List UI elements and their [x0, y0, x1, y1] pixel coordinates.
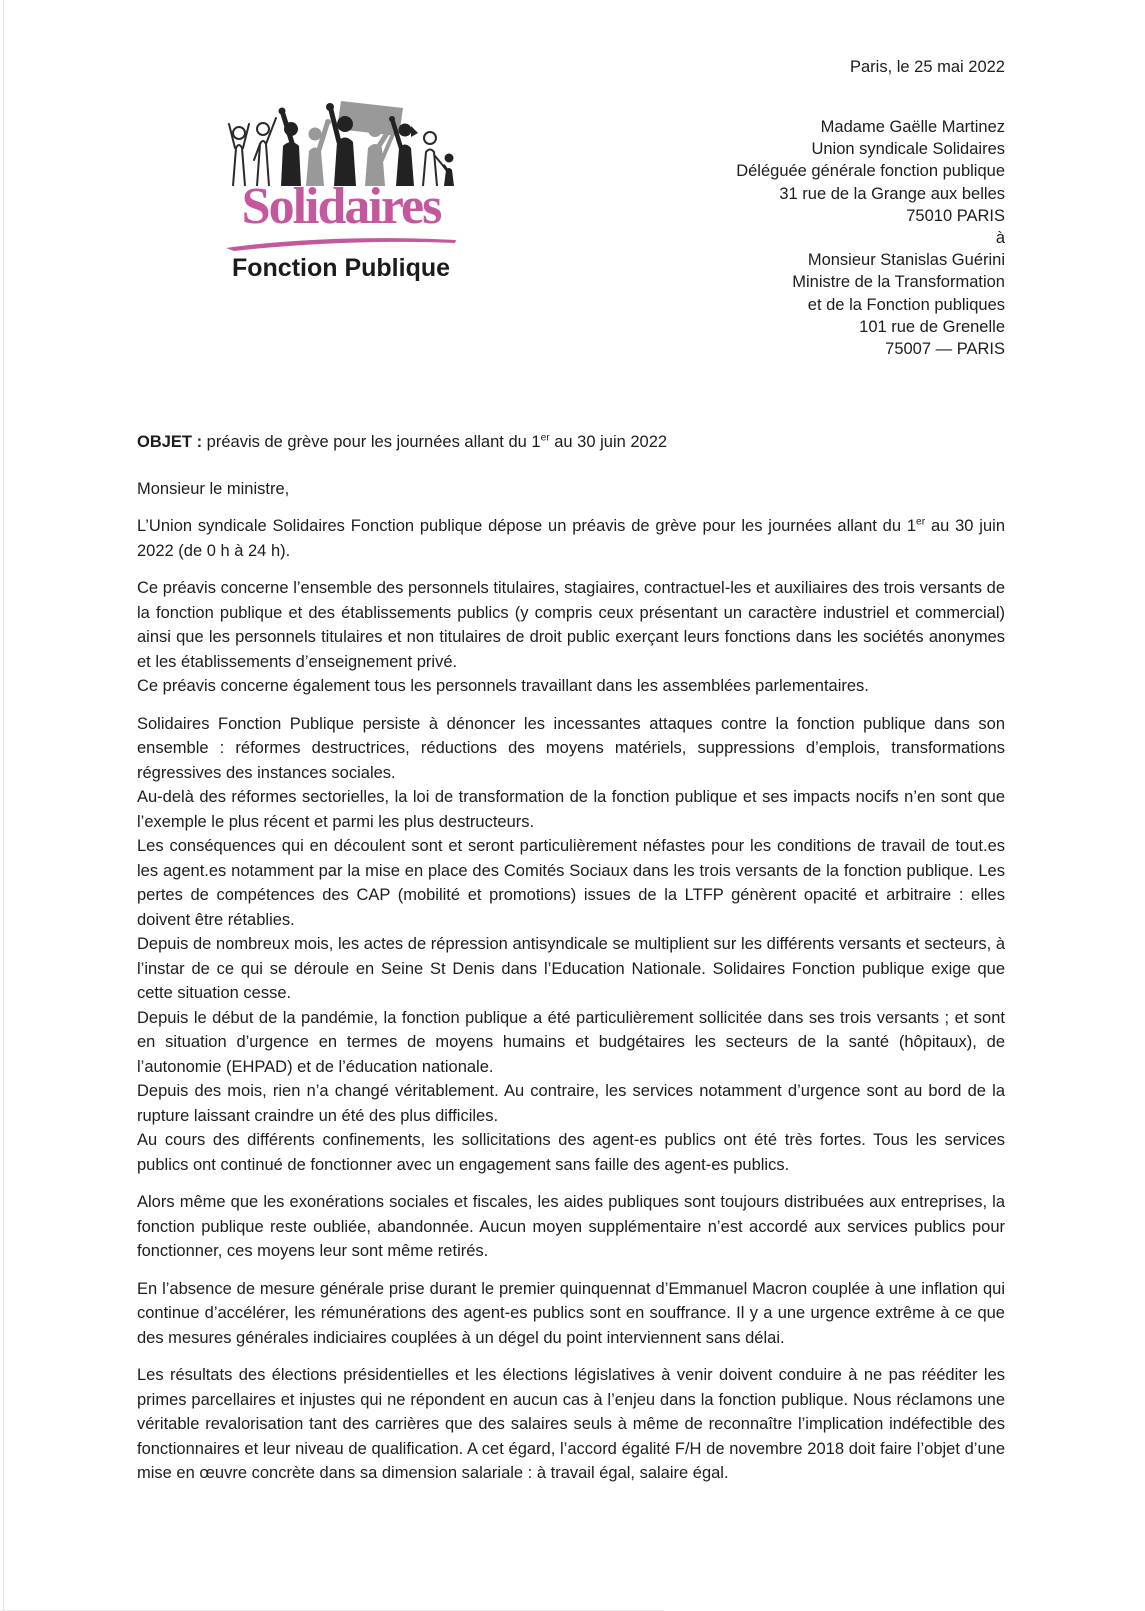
paragraph: Solidaires Fonction Publique persiste à dénoncer les incessantes attaques contre la fonction publique dans son ensemble : réformes destructrices, réductions des moyens matériels, suppressions d’emplois, transformations régressives des instances sociales.	[137, 714, 1005, 782]
subject-ordinal: er	[540, 432, 550, 444]
recipient-line: 75007 — PARIS	[885, 340, 1005, 359]
opening-paragraph: L’Union syndicale Solidaires Fonction publique dépose un préavis de grève pour les journées allant du 1er au 30 juin 2022 (de 0 h à 24 h).	[137, 516, 1005, 560]
subject-text: au 30 juin 2022	[549, 433, 668, 451]
recipient-line: et de la Fonction publiques	[807, 295, 1005, 314]
recipient-line: 101 rue de Grenelle	[859, 317, 1005, 336]
paragraph: En l’absence de mesure générale prise durant le premier quinquennat d’Emmanuel Macron couplée à une inflation qui continue d’accélérer, les rémunérations des agent-es publics sont en souffrance. Il y a une urgence extrême à ce que des mesures générales indiciaires couplées à un dégel du point interviennent sans délai.	[137, 1279, 1005, 1347]
solidaires-logo	[209, 96, 473, 283]
paragraph-block	[137, 1277, 1005, 1351]
recipient-line: Monsieur Stanislas Guérini	[807, 251, 1005, 270]
paragraph: Au-delà des réformes sectorielles, la loi de transformation de la fonction publique et ses impacts nocifs n’en sont que l’exemple le plus récent et parmi les plus destructeurs.	[137, 788, 1005, 831]
paragraph-block	[137, 712, 1005, 1178]
protest-crowd-icon	[225, 96, 457, 188]
logo-subtitle: Fonction Publique	[231, 254, 451, 282]
recipient-line: Déléguée générale fonction publique	[736, 162, 1005, 181]
recipient-line: 31 rue de la Grange aux belles	[779, 184, 1005, 203]
paragraph-block	[137, 1363, 1005, 1486]
paragraph: Depuis de nombreux mois, les actes de répression antisyndicale se multiplient sur les différents versants et secteurs, à l’instar de ce qui se déroule en Seine St Denis dans l’Education Nationale. Solidaires Fonction publique exige que cette situation cesse.	[137, 935, 1005, 1002]
paragraph: Ce préavis concerne également tous les personnels travaillant dans les assemblées parlementaires.	[137, 677, 869, 695]
paragraph: Ce préavis concerne l’ensemble des personnels titulaires, stagiaires, contractuel-les et auxiliaires des trois versants de la fonction publique et des établissements publics (y compris ceux présentant un caractère industriel et commercial) ainsi que les personnels titulaires et non titulaires de droit public exerçant leurs fonctions dans les sociétés anonymes et les établissements d’enseignement privé.	[137, 579, 1005, 671]
paragraph: Les conséquences qui en découlent sont et seront particulièrement néfastes pour les conditions de travail de tout.es les agent.es notamment par la mise en place des Comités Sociaux dans les trois versants de la fonction publique. Les pertes de compétences des CAP (mobilité et promotions) issues de la LTFP génèrent opacité et arbitraire : elles doivent être rétablies.	[137, 837, 1005, 929]
recipient-line: Union syndicale Solidaires	[811, 140, 1005, 159]
paragraph: Depuis le début de la pandémie, la fonction publique a été particulièrement sollicitée dans ses trois versants ; et sont en situation d’urgence en termes de moyens humains et budgétaires les secteurs de la santé (hôpitaux), de l’autonomie (EHPAD) et de l’éducation nationale.	[137, 1008, 1005, 1076]
paragraph-block	[137, 1190, 1005, 1264]
paragraph: Les résultats des élections présidentielles et les élections législatives à venir doivent conduire à ne pas rééditer les primes parcellaires et injustes qui ne répondent en aucun cas à l’enjeu dans la fonction publique. Nous réclamons une véritable revalorisation tant des carrières que des salaires seuls à même de reconnaître l’implication indéfectible des fonctionnaires et leur niveau de qualification. A cet égard, l’accord égalité F/H de novembre 2018 doit faire l’objet d’une mise en œuvre concrète dans sa dimension salariale : à travail égal, salaire égal.	[137, 1366, 1005, 1482]
recipient-line: Madame Gaëlle Martinez	[820, 118, 1005, 136]
logo-wordmark: Solidaires	[241, 178, 441, 235]
salutation: Monsieur le ministre,	[137, 479, 290, 498]
date-line: Paris, le 25 mai 2022	[849, 58, 1005, 76]
page-edge	[3, 0, 4, 1611]
logo-brand	[209, 178, 473, 252]
recipient-line: à	[995, 229, 1005, 248]
paragraph-block	[137, 576, 1005, 699]
subject-line	[137, 430, 1005, 455]
paragraph: Alors même que les exonérations sociales et fiscales, les aides publiques sont toujours distribuées aux entreprises, la fonction publique reste oubliée, abandonnée. Aucun moyen supplémentaire n’est accordé aux services publics pour fonctionner, ces moyens leur sont même retirés.	[137, 1193, 1005, 1260]
letter-content	[137, 0, 1005, 1611]
letter-body	[137, 430, 1005, 1486]
recipient-line: 75010 PARIS	[906, 206, 1005, 225]
paragraph: Depuis des mois, rien n’a changé véritablement. Au contraire, les services notamment d’urgence sont au bord de la rupture laissant craindre un été des plus difficiles.	[137, 1082, 1005, 1125]
opening-ordinal: er	[916, 516, 926, 528]
subject-label: OBJET :	[137, 433, 203, 451]
recipient-line: Ministre de la Transformation	[792, 273, 1005, 292]
recipient-block	[736, 116, 1005, 360]
subject-text: préavis de grève pour les journées allant du 1	[202, 433, 541, 451]
paragraph: Au cours des différents confinements, les sollicitations des agent-es publics ont été très fortes. Tous les services publics ont continué de fonctionner avec un engagement sans faille des agent-es publics.	[137, 1131, 1005, 1174]
logo-underline-swoosh-icon	[224, 234, 459, 252]
